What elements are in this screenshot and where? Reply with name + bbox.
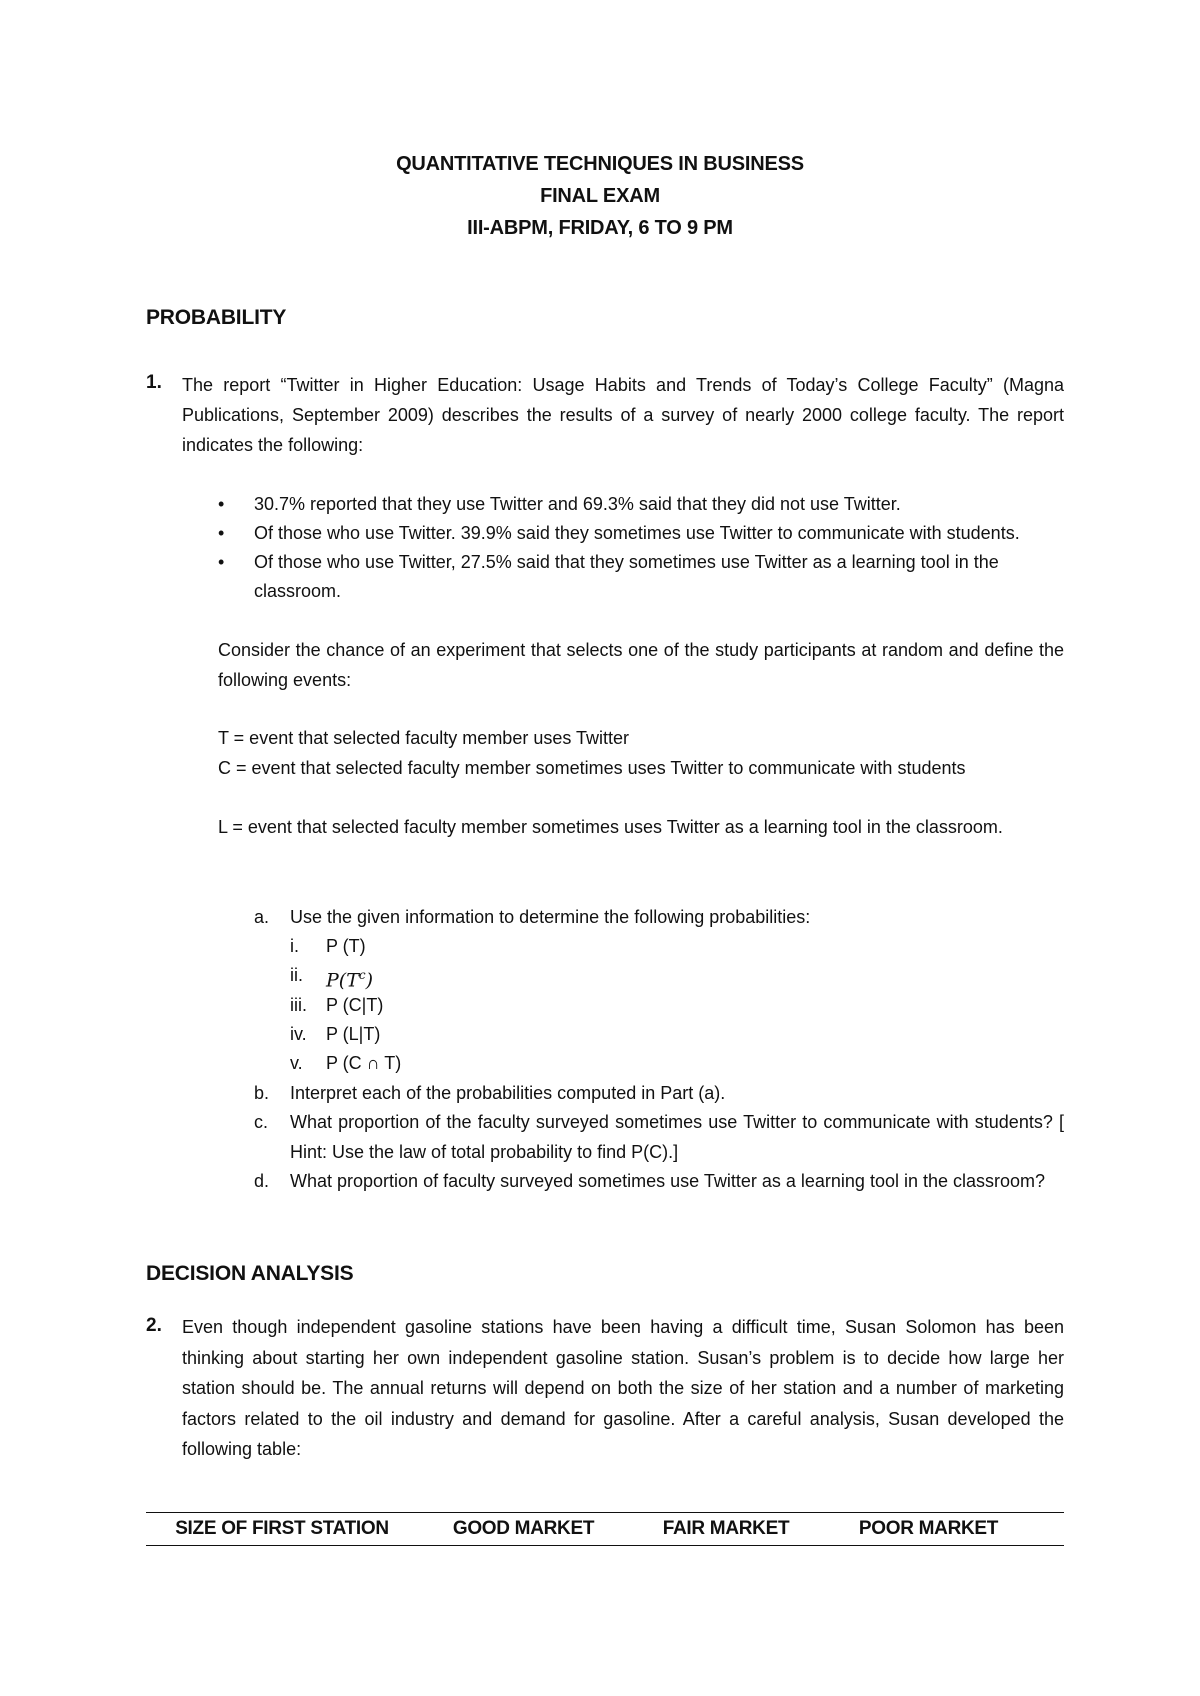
exam-title-block [0, 148, 1200, 244]
subpart-text: P (C ∩ T) [326, 1053, 402, 1074]
part-label: a. [254, 907, 270, 927]
list-item [254, 903, 1064, 932]
finding-text: 30.7% reported that they use Twitter and 69.3% said that they did not use Twitter. [254, 494, 901, 514]
table-header-cell: POOR MARKET [858, 1518, 999, 1539]
bullet-icon: • [218, 523, 225, 543]
list-item [218, 548, 1064, 606]
subpart-text: P (L|T) [326, 1023, 381, 1044]
part-text: What proportion of the faculty surveyed sometimes use Twitter to communicate with students? [ Hint: Use the law of total probability to find P(C).] [290, 1112, 1064, 1162]
subpart-text: $P(T^c)$ [326, 968, 374, 992]
list-item [254, 1167, 1064, 1196]
table-header-cell: FAIR MARKET [662, 1518, 790, 1539]
table-header-cell: GOOD MARKET [452, 1518, 595, 1539]
question-1-intro: The report “Twitter in Higher Education: Usage Habits and Trends of Today’s College Faculty” (Magna Publications, September 2009) describes the results of a survey of nearly 2000 college faculty. The report indicates the following: [182, 375, 1064, 455]
decision-analysis-heading: DECISION ANALYSIS [146, 1262, 354, 1285]
list-item [254, 1079, 1064, 1108]
subpart-label: iii. [290, 994, 307, 1015]
finding-text: Of those who use Twitter, 27.5% said that they sometimes use Twitter as a learning tool in the classroom. [254, 552, 999, 601]
part-text: Interpret each of the probabilities computed in Part (a). [290, 1083, 726, 1103]
list-item [218, 490, 1064, 519]
part-label: b. [254, 1083, 270, 1103]
probability-heading: PROBABILITY [146, 306, 287, 329]
question-2-number: 2. [146, 1315, 162, 1336]
subpart-label: iv. [290, 1023, 307, 1044]
subpart-label: v. [290, 1053, 303, 1074]
parts-b-to-d [254, 1079, 1064, 1196]
subpart-text: P (C|T) [326, 994, 384, 1015]
finding-text: Of those who use Twitter. 39.9% said they sometimes use Twitter to communicate with students. [254, 523, 1020, 543]
course-title: QUANTITATIVE TECHNIQUES IN BUSINESS [396, 153, 804, 175]
part-a-row [254, 903, 1064, 932]
list-item [218, 519, 1064, 548]
part-text: Use the given information to determine the following probabilities: [290, 907, 811, 927]
part-label: d. [254, 1170, 270, 1191]
class-schedule: III-ABPM, FRIDAY, 6 TO 9 PM [467, 217, 733, 239]
consider-text: Consider the chance of an experiment that selects one of the study participants at random and define the following events: [218, 640, 1064, 690]
event-l-definition: L = event that selected faculty member sometimes uses Twitter as a learning tool in the classroom. [218, 817, 1003, 837]
question-1-number: 1. [146, 372, 162, 393]
bullet-icon: • [218, 552, 225, 572]
subpart-label: ii. [290, 965, 303, 986]
part-label: c. [254, 1112, 269, 1133]
bullet-icon: • [218, 494, 225, 514]
findings-list [218, 490, 1064, 606]
event-t-definition: T = event that selected faculty member uses Twitter [218, 728, 630, 748]
subpart-text: P (T) [326, 936, 366, 956]
question-2-body: Even though independent gasoline stations have been having a difficult time, Susan Solomon has been thinking about starting her own independent gasoline station. Susan’s problem is to decide how large her station should be. The annual returns will depend on both the size of her station and a number of marketing factors related to the oil industry and demand for gasoline. After a careful analysis, Susan developed the following table: [182, 1317, 1064, 1460]
table-header-rule [146, 1545, 1064, 1546]
part-text: What proportion of faculty surveyed sometimes use Twitter as a learning tool in the classroom? [290, 1170, 1046, 1191]
payoff-table [146, 1512, 1064, 1546]
list-item [254, 1108, 1064, 1167]
table-header-cell: SIZE OF FIRST STATION [175, 1518, 389, 1539]
subpart-label: i. [290, 936, 299, 956]
event-c-definition: C = event that selected faculty member sometimes uses Twitter to communicate with students [218, 758, 966, 778]
exam-title: FINAL EXAM [540, 185, 660, 207]
table-header-row [146, 1513, 1064, 1545]
